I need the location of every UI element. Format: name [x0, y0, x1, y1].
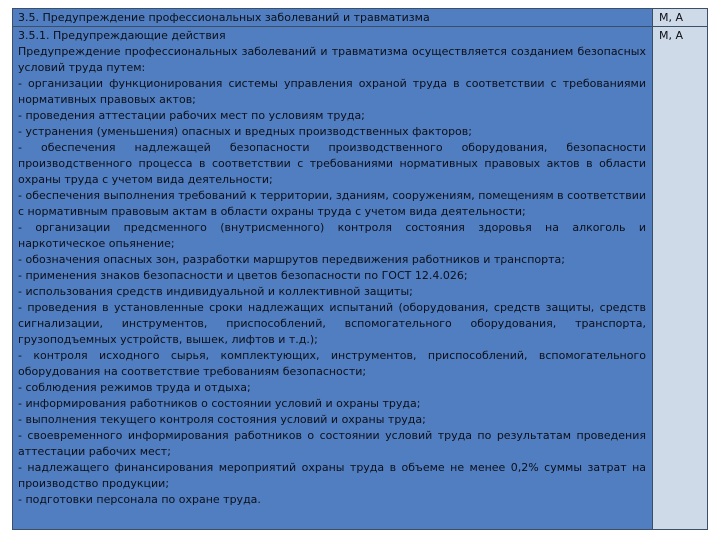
measure-item: - устранения (уменьшения) опасных и вредных производственных факторов;: [18, 125, 472, 138]
measure-item: - организации функционирования системы управления охраной труда в соответствии с требованиями нормативных правовых актов;: [18, 77, 646, 106]
section-code-cell: [653, 9, 707, 26]
section-title-cell: [13, 9, 653, 26]
subsection-title: 3.5.1. Предупреждающие действия: [18, 29, 226, 42]
measure-item: - применения знаков безопасности и цветов безопасности по ГОСТ 12.4.026;: [18, 269, 468, 282]
subsection-intro: Предупреждение профессиональных заболеваний и травматизма осуществляется созданием безопасных условий труда путем:: [18, 45, 646, 74]
measure-item: - обеспечения надлежащей безопасности производственного оборудования, безопасности производственного процесса в соответствии с требованиями нормативных правовых актов в области охраны труда с учетом вида деятельности;: [18, 141, 646, 186]
measure-item: - соблюдения режимов труда и отдыха;: [18, 381, 251, 394]
measure-item: - обозначения опасных зон, разработки маршрутов передвижения работников и транспорта;: [18, 253, 565, 266]
measure-item: - подготовки персонала по охране труда.: [18, 493, 261, 506]
section-title: 3.5. Предупреждение профессиональных заболеваний и травматизма: [18, 11, 430, 24]
measure-item: - информирования работников о состоянии условий и охраны труда;: [18, 397, 421, 410]
subsection-row: [13, 26, 707, 529]
section-code: М, А: [659, 11, 684, 24]
section-row: [13, 9, 707, 26]
document-table: [12, 8, 708, 530]
measure-item: - контроля исходного сырья, комплектующих, инструментов, приспособлений, вспомогательного оборудования на соответствие требованиям безопасности;: [18, 349, 646, 378]
measures-list: [18, 76, 646, 508]
measure-item: - надлежащего финансирования мероприятий охраны труда в объеме не менее 0,2% суммы затрат на производство продукции;: [18, 461, 646, 490]
subsection-code-cell: [653, 27, 707, 529]
measure-item: - проведения аттестации рабочих мест по условиям труда;: [18, 109, 365, 122]
subsection-content-cell: [13, 27, 653, 529]
measure-item: - проведения в установленные сроки надлежащих испытаний (оборудования, средств защиты, средств сигнализации, инструментов, приспособлений, вспомогательного оборудования, транспорта, грузоподъемных устройств, вышек, лифтов и т.д.);: [18, 301, 646, 346]
subsection-code: М, А: [659, 29, 684, 42]
measure-item: - обеспечения выполнения требований к территории, зданиям, сооружениям, помещениям в соответствии с нормативным правовым актам в области охраны труда с учетом вида деятельности;: [18, 189, 646, 218]
measure-item: - организации предсменного (внутрисменного) контроля состояния здоровья на алкоголь и наркотическое опьянение;: [18, 221, 646, 250]
measure-item: - использования средств индивидуальной и коллективной защиты;: [18, 285, 413, 298]
measure-item: - выполнения текущего контроля состояния условий и охраны труда;: [18, 413, 426, 426]
measure-item: - своевременного информирования работников о состоянии условий труда по результатам проведения аттестации рабочих мест;: [18, 429, 646, 458]
